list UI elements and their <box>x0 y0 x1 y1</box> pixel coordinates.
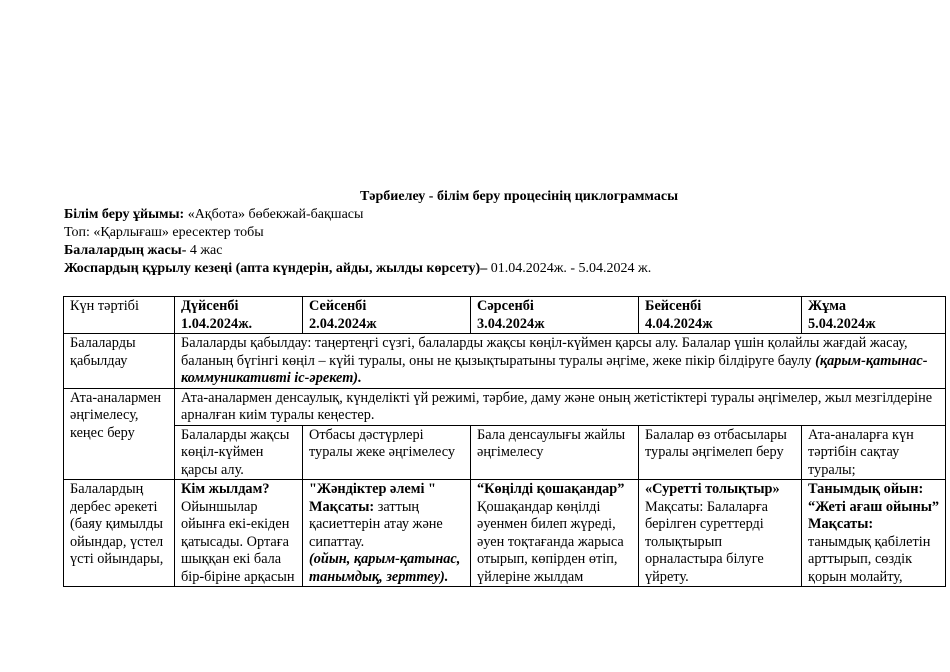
parents-common-text: Ата-аналармен денсаулық, күнделікті үй режимі, тәрбие, даму және оның жетістіктері туралы әңгімелер, жыл мезгілдеріне арналған киім туралы кеңестер. <box>175 388 946 425</box>
table-row-parents-days <box>64 425 946 480</box>
parents-friday: Ата-аналарға күн тәртібін сақтау туралы; <box>802 425 946 480</box>
col-header-friday <box>802 297 946 334</box>
activity-text: Мақсаты: Балаларға берілген суреттерді толықтырып орналастыра білуге үйрету. <box>645 498 769 585</box>
group-line: Топ: «Қарлығаш» ересектер тобы <box>64 225 264 240</box>
row-label-reception: Балаларды қабылдау <box>64 334 175 389</box>
age-line <box>64 242 934 260</box>
activity-tuesday <box>303 480 471 587</box>
reception-text <box>175 334 946 389</box>
table-row-parents-common <box>64 388 946 425</box>
row-label-parents: Ата-аналармен әңгімелесу, кеңес беру <box>64 388 175 480</box>
parents-thursday: Балалар өз отбасылары туралы әңгімелеп беру <box>639 425 802 480</box>
day-name: Бейсенбі <box>645 298 702 314</box>
activity-goal <box>309 499 464 552</box>
activity-text: Ойыншылар ойынға екі-екіден қатысады. Ортаға шыққан екі бала бір-біріне арқасын <box>181 498 295 585</box>
organization-label: Білім беру ұйымы: <box>64 207 185 222</box>
organization-value: «Ақбота» бөбекжай-бақшасы <box>184 207 364 222</box>
activity-title: "Жәндіктер әлемі " <box>309 481 436 497</box>
col-header-tuesday <box>303 297 471 334</box>
day-name: Жұма <box>808 298 847 314</box>
day-date: 5.04.2024ж <box>808 315 876 332</box>
document-title: Тәрбиелеу - білім беру процесінің циклограммасы <box>359 189 679 204</box>
activity-friday <box>802 480 946 587</box>
period-label: Жоспардың құрылу кезеңі (апта күндерін, айды, жылды көрсету)– <box>64 261 488 276</box>
goal-label: Мақсаты: <box>808 516 874 532</box>
activity-title: Танымдық ойын: <box>808 481 924 497</box>
activity-text: Қошақандар көңілді әуенмен билеп жүреді, әуен тоқтағанда жарыса отырып, көпірден өтіп, үйлеріне жылдам <box>477 498 624 585</box>
row-label-activity: Балалардың дербес әрекеті (баяу қимылды ойындар, үстел үсті ойындары, <box>64 480 175 587</box>
day-date: 4.04.2024ж <box>645 315 713 332</box>
schedule-table <box>63 296 946 587</box>
col-header-thursday <box>639 297 802 334</box>
table-header-row <box>64 297 946 334</box>
col-header-monday <box>175 297 303 334</box>
activity-wednesday <box>471 480 639 587</box>
parents-monday: Балаларды жақсы көңіл-күймен қарсы алу. <box>175 425 303 480</box>
day-date: 2.04.2024ж <box>309 315 377 332</box>
parents-wednesday: Бала денсаулығы жайлы әңгімелесу <box>471 425 639 480</box>
period-line <box>64 260 934 278</box>
activity-thursday <box>639 480 802 587</box>
parents-tuesday: Отбасы дәстүрлері туралы жеке әңгімелесу <box>303 425 471 480</box>
activity-note: (ойын, қарым-қатынас, танымдық, зерттеу). <box>309 551 461 585</box>
day-date: 1.04.2024ж. <box>181 315 253 332</box>
table-row-activity <box>64 480 946 587</box>
activity-title: Кім жылдам? <box>181 481 270 497</box>
document-header <box>64 188 934 278</box>
activity-subtitle: “Жеті ағаш ойыны” <box>808 498 940 515</box>
col-header-schedule: Күн тәртібі <box>64 297 175 334</box>
period-value: 01.04.2024ж. - 5.04.2024 ж. <box>487 261 652 276</box>
organization-line <box>64 206 934 224</box>
goal-label: Мақсаты: <box>309 498 375 515</box>
day-date: 3.04.2024ж <box>477 315 545 332</box>
table-row-reception <box>64 334 946 389</box>
activity-monday <box>175 480 303 587</box>
reception-description: Балаларды қабылдау: таңертеңгі сүзгі, балаларды жақсы көңіл-күймен қарсы алу. Балалар үшін қолайлы жағдай жасау, баланың бүгінгі көңіл – күйі туралы, оны не қызықтыратыны туралы әңгіме, жеке пікір білдіруге баулу <box>181 335 908 369</box>
day-name: Сейсенбі <box>309 298 367 314</box>
reception-note: (қарым-қатынас-коммуникативті іс-әрекет). <box>181 352 928 386</box>
activity-title: «Суретті толықтыр» <box>645 481 780 497</box>
goal-text: заттың қасиеттерін атау және сипаттау. <box>309 498 443 550</box>
day-name: Сәрсенбі <box>477 298 534 314</box>
age-value: 4 жас <box>186 243 223 258</box>
age-label: Балалардың жасы- <box>64 243 187 258</box>
day-name: Дүйсенбі <box>181 298 239 314</box>
activity-text: танымдық қабілетін арттырып, сөздік қорын молайту, <box>808 533 931 585</box>
col-header-wednesday <box>471 297 639 334</box>
activity-title: “Көңілді қошақандар” <box>477 481 625 497</box>
